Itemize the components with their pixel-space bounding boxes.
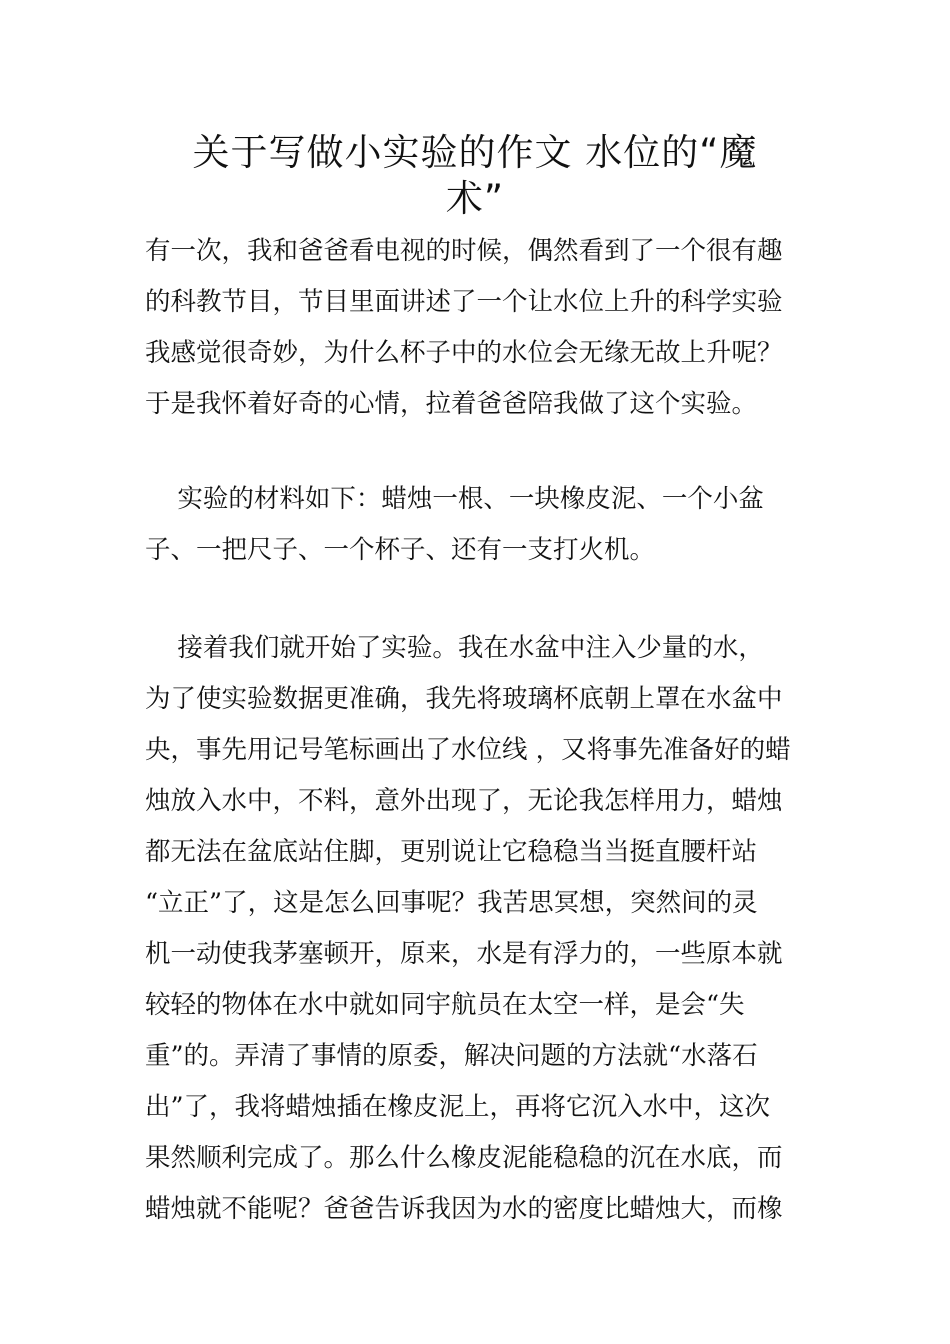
- text-line: 都无法在盆底站住脚，更别说让它稳稳当当挺直腰杆站: [145, 837, 758, 867]
- text-line: “立正”了，这是怎么回事呢？我苦思冥想，突然间的灵: [145, 888, 758, 918]
- text-line: 我感觉很奇妙，为什么杯子中的水位会无缘无故上升呢？: [145, 338, 783, 368]
- paragraph-materials: [145, 474, 815, 576]
- text-line: 为了使实验数据更准确，我先将玻璃杯底朝上罩在水盆中: [145, 684, 783, 714]
- text-line: 较轻的物体在水中就如同宇航员在太空一样，是会“失: [145, 990, 745, 1020]
- text-line: 于是我怀着好奇的心情，拉着爸爸陪我做了这个实验。: [145, 389, 758, 419]
- text-line: 果然顺利完成了。那么什么橡皮泥能稳稳的沉在水底，而: [145, 1143, 783, 1173]
- title-line: 术”: [445, 177, 505, 220]
- text-line: 子、一把尺子、一个杯子、还有一支打火机。: [145, 535, 656, 565]
- text-line: 烛放入水中，不料，意外出现了，无论我怎样用力，蜡烛: [145, 786, 783, 816]
- text-line: 出”了，我将蜡烛插在橡皮泥上，再将它沉入水中，这次: [145, 1092, 771, 1122]
- text-line: 实验的材料如下：蜡烛一根、一块橡皮泥、一个小盆: [145, 484, 764, 514]
- text-line: 有一次，我和爸爸看电视的时候，偶然看到了一个很有趣: [145, 236, 783, 266]
- text-line: 的科教节目，节目里面讲述了一个让水位上升的科学实验: [145, 287, 783, 317]
- paragraph-intro: [145, 226, 815, 430]
- text-line: 重”的。弄清了事情的原委，解决问题的方法就“水落石: [145, 1041, 758, 1071]
- text-line: 央，事先用记号笔标画出了水位线 ，又将事先准备好的蜡: [145, 735, 791, 765]
- document-title: [140, 130, 810, 222]
- paragraph-experiment: [145, 623, 815, 1235]
- text-line: 接着我们就开始了实验。我在水盆中注入少量的水，: [145, 633, 764, 663]
- text-line: 机一动使我茅塞顿开，原来，水是有浮力的，一些原本就: [145, 939, 783, 969]
- title-line: 关于写做小实验的作文 水位的“魔: [192, 131, 758, 174]
- text-line: 蜡烛就不能呢？爸爸告诉我因为水的密度比蜡烛大，而橡: [145, 1194, 783, 1224]
